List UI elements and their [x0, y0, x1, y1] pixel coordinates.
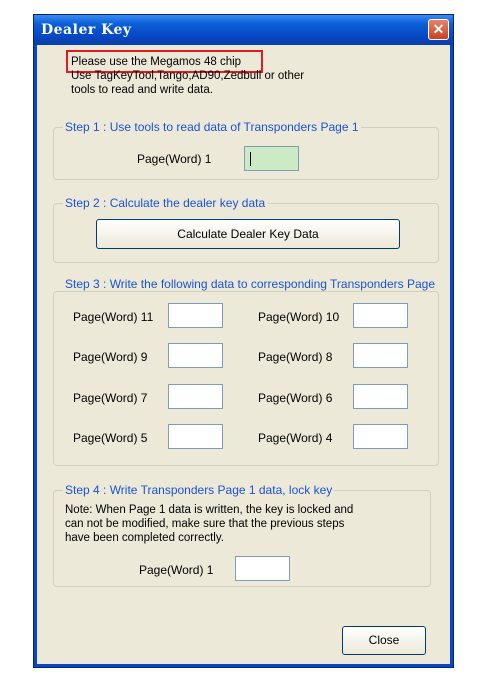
page10-label: Page(Word) 10	[258, 310, 340, 324]
page8-input[interactable]	[353, 343, 408, 368]
step4-page1-input[interactable]	[235, 556, 290, 581]
page11-label: Page(Word) 11	[73, 310, 154, 324]
page8-label: Page(Word) 8	[258, 350, 333, 364]
page4-input[interactable]	[353, 424, 408, 449]
tools-instruction-line1: Use TagKeyTool,Tango,AD90,Zedbull or other	[71, 70, 305, 82]
page10-input[interactable]	[353, 303, 408, 328]
title-bar[interactable]	[34, 15, 453, 45]
step4-page-label: Page(Word) 1	[139, 563, 214, 577]
page7-input[interactable]	[168, 384, 223, 409]
calculate-dealer-key-button[interactable]: Calculate Dealer Key Data	[96, 219, 400, 249]
frame-bottom	[34, 664, 453, 667]
close-button[interactable]: Close	[342, 626, 426, 655]
close-icon[interactable]: ✕	[428, 19, 449, 40]
text-caret	[250, 152, 251, 166]
dealer-key-window	[33, 14, 454, 668]
chip-instruction: Please use the Megamos 48 chip	[71, 56, 242, 68]
page11-input[interactable]	[168, 303, 223, 328]
frame-right	[450, 45, 453, 667]
page6-label: Page(Word) 6	[258, 391, 333, 405]
step4-note-line1: Note: When Page 1 data is written, the key is locked and	[65, 504, 354, 516]
page5-input[interactable]	[168, 424, 223, 449]
step3-legend: Step 3 : Write the following data to corresponding Transponders Page	[65, 277, 436, 291]
step4-note-line3: have been completed correctly.	[65, 532, 224, 544]
step4-note-line2: can not be modified, make sure that the previous steps	[65, 518, 345, 530]
step1-page-label: Page(Word) 1	[137, 152, 212, 166]
page7-label: Page(Word) 7	[73, 391, 148, 405]
step2-legend: Step 2 : Calculate the dealer key data	[65, 196, 266, 210]
step1-page1-input[interactable]	[244, 146, 299, 171]
window-title: Dealer Key	[41, 22, 132, 38]
tools-instruction-line2: tools to read and write data.	[71, 84, 213, 96]
step1-legend: Step 1 : Use tools to read data of Transponders Page 1	[65, 120, 359, 134]
frame-left	[34, 45, 37, 667]
step4-legend: Step 4 : Write Transponders Page 1 data, lock key	[65, 483, 333, 497]
page6-input[interactable]	[353, 384, 408, 409]
page5-label: Page(Word) 5	[73, 431, 148, 445]
page9-label: Page(Word) 9	[73, 350, 148, 364]
page9-input[interactable]	[168, 343, 223, 368]
page4-label: Page(Word) 4	[258, 431, 333, 445]
